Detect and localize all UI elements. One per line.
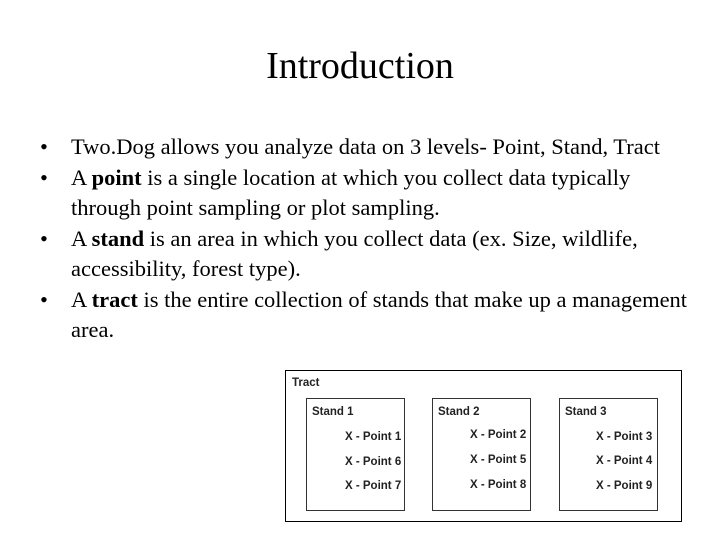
point-label: X - Point 1 (345, 431, 402, 443)
bullet-term: stand (91, 225, 145, 251)
point-label: X - Point 3 (596, 431, 653, 443)
slide-title: Introduction (266, 45, 454, 87)
bullet-text: A (71, 286, 92, 312)
stand-label: Stand 3 (565, 406, 607, 418)
stand-label: Stand 2 (438, 406, 480, 418)
bullet-text: is the entire collection of stands that make up a management area. (71, 286, 688, 342)
bullet-text: is an area in which you collect data (ex. Size, wildlife, accessibility, forest type). (71, 225, 638, 281)
stand-box-2 (432, 398, 531, 511)
point-label: X - Point 5 (470, 454, 527, 466)
point-label: X - Point 9 (596, 480, 653, 492)
bullet-item (40, 224, 690, 285)
point-label: X - Point 2 (470, 429, 527, 441)
point-label: X - Point 7 (345, 480, 402, 492)
bullet-item (40, 285, 690, 346)
stand-box-1 (306, 398, 405, 511)
bullet-item (40, 132, 690, 163)
stand-label: Stand 1 (312, 406, 354, 418)
bullet-text: A (71, 164, 92, 190)
bullet-item (40, 163, 690, 224)
bullet-term: tract (91, 286, 138, 312)
bullet-text: is a single location at which you collect data typically through point sampling or plot sampling. (71, 164, 631, 220)
point-label: X - Point 8 (470, 479, 527, 491)
bullet-text: A (71, 225, 92, 251)
tract-label: Tract (292, 377, 320, 389)
tract-diagram (285, 370, 682, 522)
point-label: X - Point 6 (345, 456, 402, 468)
point-label: X - Point 4 (596, 455, 653, 467)
bullet-list (40, 132, 690, 346)
bullet-term: point (91, 164, 142, 190)
bullet-text: Two.Dog allows you analyze data on 3 levels- Point, Stand, Tract (71, 134, 660, 159)
stand-box-3 (559, 398, 658, 511)
